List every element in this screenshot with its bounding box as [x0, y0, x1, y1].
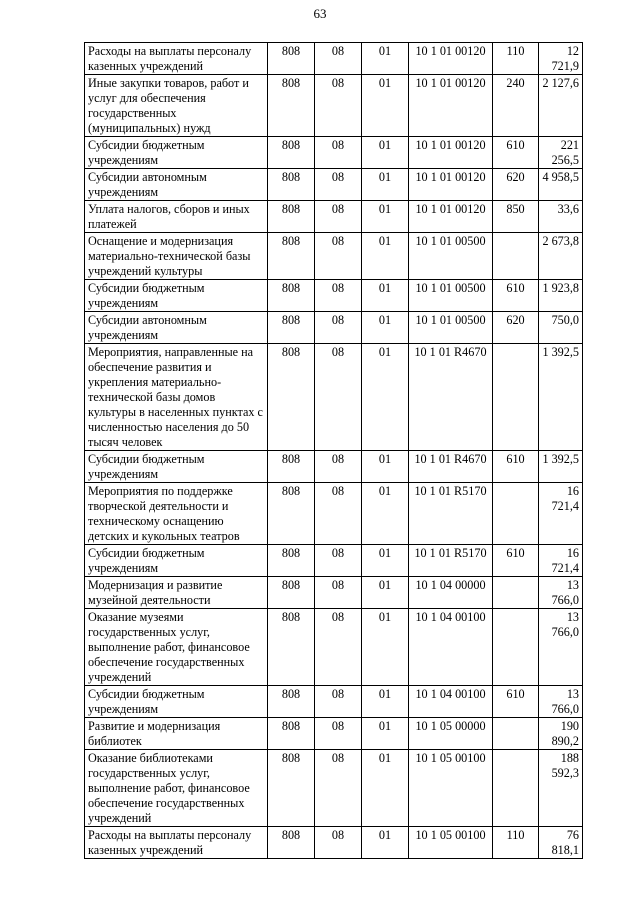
table-row — [85, 609, 583, 686]
amount: 13 766,0 — [539, 577, 583, 609]
amount: 1 923,8 — [539, 280, 583, 312]
target-article-code: 10 1 01 R4670 — [409, 451, 493, 483]
amount: 16 721,4 — [539, 545, 583, 577]
table-row — [85, 577, 583, 609]
amount: 76 818,1 — [539, 827, 583, 859]
ministry-code: 808 — [268, 233, 315, 280]
row-name: Оказание музеями государственных услуг, выполнение работ, финансовое обеспечение государственных учреждений — [85, 609, 268, 686]
subsection-code: 01 — [362, 483, 409, 545]
expense-type-code — [493, 233, 539, 280]
row-name: Субсидии бюджетным учреждениям — [85, 545, 268, 577]
target-article-code: 10 1 05 00100 — [409, 827, 493, 859]
row-name: Иные закупки товаров, работ и услуг для обеспечения государственных (муниципальных) нужд — [85, 75, 268, 137]
subsection-code: 01 — [362, 750, 409, 827]
ministry-code: 808 — [268, 686, 315, 718]
amount: 4 958,5 — [539, 169, 583, 201]
section-code: 08 — [315, 75, 362, 137]
row-name: Субсидии бюджетным учреждениям — [85, 686, 268, 718]
row-name: Мероприятия, направленные на обеспечение развития и укрепления материально-технической базы домов культуры в населенных пунктах с численностью населения до 50 тысяч человек — [85, 344, 268, 451]
subsection-code: 01 — [362, 169, 409, 201]
expense-type-code — [493, 344, 539, 451]
table-row — [85, 233, 583, 280]
target-article-code: 10 1 01 00500 — [409, 233, 493, 280]
page-number: 63 — [313, 6, 327, 21]
expense-type-code: 610 — [493, 451, 539, 483]
row-name: Расходы на выплаты персоналу казенных учреждений — [85, 43, 268, 75]
subsection-code: 01 — [362, 344, 409, 451]
expense-type-code: 610 — [493, 280, 539, 312]
row-name: Развитие и модернизация библиотек — [85, 718, 268, 750]
subsection-code: 01 — [362, 451, 409, 483]
expense-type-code: 610 — [493, 137, 539, 169]
amount: 221 256,5 — [539, 137, 583, 169]
ministry-code: 808 — [268, 483, 315, 545]
amount: 188 592,3 — [539, 750, 583, 827]
ministry-code: 808 — [268, 451, 315, 483]
row-name: Субсидии бюджетным учреждениям — [85, 280, 268, 312]
row-name: Субсидии бюджетным учреждениям — [85, 137, 268, 169]
row-name: Уплата налогов, сборов и иных платежей — [85, 201, 268, 233]
ministry-code: 808 — [268, 718, 315, 750]
section-code: 08 — [315, 483, 362, 545]
table-row — [85, 75, 583, 137]
amount: 1 392,5 — [539, 451, 583, 483]
ministry-code: 808 — [268, 75, 315, 137]
target-article-code: 10 1 01 R4670 — [409, 344, 493, 451]
row-name: Мероприятия по поддержке творческой деятельности и техническому оснащению детских и кукольных театров — [85, 483, 268, 545]
table-row — [85, 344, 583, 451]
expense-type-code: 110 — [493, 827, 539, 859]
table-row — [85, 169, 583, 201]
row-name: Субсидии автономным учреждениям — [85, 169, 268, 201]
target-article-code: 10 1 01 00120 — [409, 169, 493, 201]
expense-type-code: 610 — [493, 545, 539, 577]
section-code: 08 — [315, 280, 362, 312]
row-name: Расходы на выплаты персоналу казенных учреждений — [85, 827, 268, 859]
section-code: 08 — [315, 609, 362, 686]
section-code: 08 — [315, 312, 362, 344]
budget-table — [84, 42, 583, 859]
table-row — [85, 137, 583, 169]
subsection-code: 01 — [362, 280, 409, 312]
table-row — [85, 201, 583, 233]
subsection-code: 01 — [362, 718, 409, 750]
amount: 12 721,9 — [539, 43, 583, 75]
target-article-code: 10 1 05 00100 — [409, 750, 493, 827]
subsection-code: 01 — [362, 312, 409, 344]
row-name: Оснащение и модернизация материально-технической базы учреждений культуры — [85, 233, 268, 280]
ministry-code: 808 — [268, 577, 315, 609]
section-code: 08 — [315, 137, 362, 169]
section-code: 08 — [315, 43, 362, 75]
section-code: 08 — [315, 718, 362, 750]
section-code: 08 — [315, 451, 362, 483]
amount: 750,0 — [539, 312, 583, 344]
expense-type-code: 110 — [493, 43, 539, 75]
amount: 16 721,4 — [539, 483, 583, 545]
subsection-code: 01 — [362, 577, 409, 609]
table-row — [85, 718, 583, 750]
target-article-code: 10 1 01 00120 — [409, 201, 493, 233]
ministry-code: 808 — [268, 43, 315, 75]
target-article-code: 10 1 01 00120 — [409, 43, 493, 75]
amount: 1 392,5 — [539, 344, 583, 451]
amount: 33,6 — [539, 201, 583, 233]
ministry-code: 808 — [268, 609, 315, 686]
amount: 13 766,0 — [539, 609, 583, 686]
section-code: 08 — [315, 201, 362, 233]
table-row — [85, 43, 583, 75]
table-row — [85, 451, 583, 483]
expense-type-code — [493, 718, 539, 750]
ministry-code: 808 — [268, 201, 315, 233]
expense-type-code — [493, 483, 539, 545]
ministry-code: 808 — [268, 280, 315, 312]
expense-type-code: 610 — [493, 686, 539, 718]
row-name: Оказание библиотеками государственных услуг, выполнение работ, финансовое обеспечение государственных учреждений — [85, 750, 268, 827]
table-row — [85, 483, 583, 545]
target-article-code: 10 1 01 00120 — [409, 137, 493, 169]
subsection-code: 01 — [362, 137, 409, 169]
target-article-code: 10 1 05 00000 — [409, 718, 493, 750]
expense-type-code — [493, 750, 539, 827]
amount: 13 766,0 — [539, 686, 583, 718]
section-code: 08 — [315, 344, 362, 451]
target-article-code: 10 1 04 00100 — [409, 686, 493, 718]
table-row — [85, 545, 583, 577]
table-row — [85, 280, 583, 312]
section-code: 08 — [315, 827, 362, 859]
ministry-code: 808 — [268, 137, 315, 169]
table-row — [85, 686, 583, 718]
section-code: 08 — [315, 545, 362, 577]
ministry-code: 808 — [268, 750, 315, 827]
target-article-code: 10 1 04 00100 — [409, 609, 493, 686]
expense-type-code: 850 — [493, 201, 539, 233]
section-code: 08 — [315, 577, 362, 609]
row-name: Модернизация и развитие музейной деятельности — [85, 577, 268, 609]
expense-type-code: 620 — [493, 312, 539, 344]
target-article-code: 10 1 01 R5170 — [409, 545, 493, 577]
row-name: Субсидии автономным учреждениям — [85, 312, 268, 344]
expense-type-code: 240 — [493, 75, 539, 137]
expense-type-code — [493, 609, 539, 686]
target-article-code: 10 1 04 00000 — [409, 577, 493, 609]
ministry-code: 808 — [268, 344, 315, 451]
target-article-code: 10 1 01 00500 — [409, 280, 493, 312]
ministry-code: 808 — [268, 827, 315, 859]
subsection-code: 01 — [362, 609, 409, 686]
ministry-code: 808 — [268, 169, 315, 201]
expense-type-code: 620 — [493, 169, 539, 201]
subsection-code: 01 — [362, 75, 409, 137]
section-code: 08 — [315, 686, 362, 718]
target-article-code: 10 1 01 00500 — [409, 312, 493, 344]
table-row — [85, 312, 583, 344]
subsection-code: 01 — [362, 201, 409, 233]
target-article-code: 10 1 01 00120 — [409, 75, 493, 137]
table-row — [85, 750, 583, 827]
amount: 2 127,6 — [539, 75, 583, 137]
section-code: 08 — [315, 750, 362, 827]
amount: 190 890,2 — [539, 718, 583, 750]
budget-table-body — [85, 43, 583, 859]
target-article-code: 10 1 01 R5170 — [409, 483, 493, 545]
table-row — [85, 827, 583, 859]
section-code: 08 — [315, 169, 362, 201]
subsection-code: 01 — [362, 43, 409, 75]
ministry-code: 808 — [268, 545, 315, 577]
row-name: Субсидии бюджетным учреждениям — [85, 451, 268, 483]
subsection-code: 01 — [362, 827, 409, 859]
section-code: 08 — [315, 233, 362, 280]
subsection-code: 01 — [362, 686, 409, 718]
subsection-code: 01 — [362, 545, 409, 577]
amount: 2 673,8 — [539, 233, 583, 280]
subsection-code: 01 — [362, 233, 409, 280]
expense-type-code — [493, 577, 539, 609]
ministry-code: 808 — [268, 312, 315, 344]
